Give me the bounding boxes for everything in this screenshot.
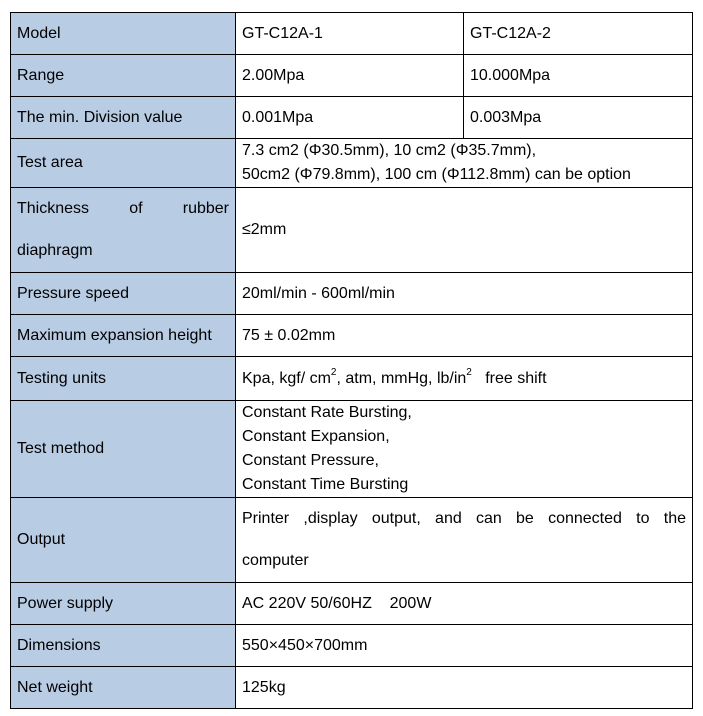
table-row-expansion-height xyxy=(11,315,693,357)
table-row-pressure-speed xyxy=(11,273,693,315)
power-supply-value: AC 220V 50/60HZ 200W xyxy=(236,583,693,625)
testing-units-middle: , atm, mmHg, lb/in xyxy=(336,369,467,387)
output-label: Output xyxy=(11,498,236,583)
testing-units-sup-1: 2 xyxy=(330,367,337,379)
expansion-height-value: 75 ± 0.02mm xyxy=(236,315,693,357)
test-method-label: Test method xyxy=(11,401,236,498)
expansion-height-label: Maximum expansion height xyxy=(11,315,236,357)
test-area-line-2: 50cm2 (Φ79.8mm), 100 cm (Φ112.8mm) can be option xyxy=(242,166,631,183)
testing-units-value xyxy=(236,357,693,401)
table-row-test-area xyxy=(11,139,693,188)
range-label: Range xyxy=(11,55,236,97)
division-value-1: 0.001Mpa xyxy=(236,97,464,139)
output-value xyxy=(236,498,693,583)
test-area-value xyxy=(236,139,693,188)
test-method-item: Constant Rate Bursting, xyxy=(242,404,412,421)
division-label: The min. Division value xyxy=(11,97,236,139)
thickness-label-line-1: Thickness of rubber xyxy=(17,200,229,217)
range-value-2: 10.000Mpa xyxy=(464,55,693,97)
model-gt-c12a-1: GT-C12A-1 xyxy=(236,13,464,55)
table-row-net-weight xyxy=(11,667,693,709)
range-value-1: 2.00Mpa xyxy=(236,55,464,97)
net-weight-label: Net weight xyxy=(11,667,236,709)
power-supply-label: Power supply xyxy=(11,583,236,625)
table-row-range xyxy=(11,55,693,97)
dimensions-label: Dimensions xyxy=(11,625,236,667)
test-area-line-1: 7.3 cm2 (Φ30.5mm), 10 cm2 (Φ35.7mm), xyxy=(242,142,537,159)
table-row-testing-units xyxy=(11,357,693,401)
division-value-2: 0.003Mpa xyxy=(464,97,693,139)
output-line-2: computer xyxy=(242,552,309,569)
net-weight-value: 125kg xyxy=(236,667,693,709)
thickness-label xyxy=(11,188,236,273)
spec-table xyxy=(10,12,693,709)
test-method-value xyxy=(236,401,693,498)
test-area-label: Test area xyxy=(11,139,236,188)
test-method-item: Constant Expansion, xyxy=(242,428,390,445)
pressure-speed-value: 20ml/min - 600ml/min xyxy=(236,273,693,315)
output-line-1: Printer ,display output, and can be connected to the xyxy=(242,510,686,527)
table-row-dimensions xyxy=(11,625,693,667)
testing-units-label: Testing units xyxy=(11,357,236,401)
testing-units-prefix: Kpa, kgf/ cm xyxy=(242,369,331,387)
table-row-test-method xyxy=(11,401,693,498)
thickness-value: ≤2mm xyxy=(236,188,693,273)
testing-units-sup-2: 2 xyxy=(466,367,472,379)
table-row-model xyxy=(11,13,693,55)
model-label: Model xyxy=(11,13,236,55)
table-row-output xyxy=(11,498,693,583)
test-method-item: Constant Time Bursting xyxy=(242,476,409,493)
table-row-thickness xyxy=(11,188,693,273)
dimensions-value: 550×450×700mm xyxy=(236,625,693,667)
thickness-label-line-2: diaphragm xyxy=(17,242,93,259)
testing-units-suffix: free shift xyxy=(471,369,547,387)
model-gt-c12a-2: GT-C12A-2 xyxy=(464,13,693,55)
test-method-item: Constant Pressure, xyxy=(242,452,379,469)
table-row-power-supply xyxy=(11,583,693,625)
pressure-speed-label: Pressure speed xyxy=(11,273,236,315)
table-row-division xyxy=(11,97,693,139)
